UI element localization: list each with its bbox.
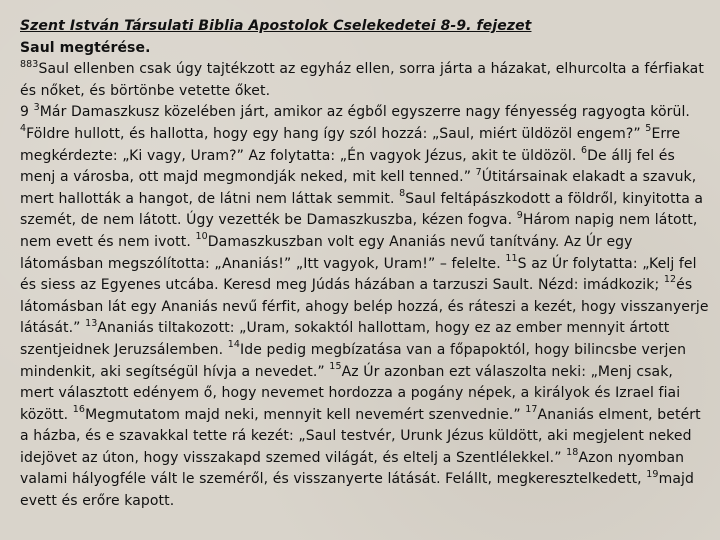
verse-text: Földre hullott, és hallotta, hogy egy hang így szól hozzá: „Saul, miért üldözöl engem?” xyxy=(26,125,646,142)
verse-text: Az Úr azonban ezt válaszolta neki: „Menj csak, mert választott edényem ő, hogy nevemet hordozza a pogány népek, a királyok és Izrael fiai között. xyxy=(20,363,681,423)
verse-number: 83 xyxy=(26,58,39,70)
verse-text: Megmutatom majd neki, mennyit kell nevemért szenvednie.” xyxy=(85,406,526,423)
verse-number: 7 xyxy=(475,166,482,178)
verse-text: Azon nyomban valami hályogféle vált le szeméről, és visszanyerte látását. Felállt, megkeresztelkedett, xyxy=(20,449,685,488)
document-page xyxy=(20,16,710,513)
verse-text: Erre megkérdezte: „Ki vagy, Uram?” Az folytatta: „Én vagyok Jézus, akit te üldözöl. xyxy=(20,125,681,164)
section-heading: Saul megtérése. xyxy=(20,39,151,56)
document-title: Szent István Társulati Biblia Apostolok Cselekedetei 8-9. fejezet xyxy=(20,18,532,34)
verse-number: 12 xyxy=(663,274,677,286)
verse-number: 15 xyxy=(329,360,342,372)
verse-number: 10 xyxy=(195,231,208,243)
verse-text: S az Úr folytatta: „Kelj fel és siess az Egyenes utcába. Keresd meg Júdás házában a tarzuszi Sault. Nézd: imádkozik; xyxy=(20,255,697,294)
verse-text: Már Damaszkusz közelében járt, amikor az égből egyszerre nagy fényesség ragyogta körül. xyxy=(39,104,690,121)
verse-number: 9 xyxy=(516,209,523,221)
verse-text: Ananiás tiltakozott: „Uram, sokaktól hallottam, hogy ez az ember mennyit ártott szentjeidnek Jeruzsálemben. xyxy=(20,320,670,358)
verse-number: 16 xyxy=(72,404,86,416)
verse-number: 6 xyxy=(581,144,588,156)
verse-number: 17 xyxy=(525,404,538,416)
verse-number: 18 xyxy=(566,447,579,459)
verse-text: Damaszkuszban volt egy Ananiás nevű tanítvány. Az Úr egy látomásban megszólította: „Ananiás!” „Itt vagyok, Uram!” – felelte. xyxy=(20,233,633,272)
verse-number: 11 xyxy=(505,252,518,264)
verse-number: 19 xyxy=(646,468,659,480)
verse-text: Ide pedig megbízatása van a főpapoktól, hogy bilincsbe verjen mindenkit, aki segítségül hívja a nevedet.” xyxy=(20,341,687,380)
verse-number: 5 xyxy=(645,123,652,135)
verse-number: 14 xyxy=(227,339,241,351)
verse-number: 8 xyxy=(20,58,27,70)
verse-text: Három napig nem látott, nem evett és nem ivott. xyxy=(20,212,698,250)
verse-text: De állj fel és menj a városba, ott majd megmondják neked, mit kell tenned.” xyxy=(20,147,675,186)
verse-number: 8 xyxy=(399,188,406,200)
verse-text: és látomásban lát egy Ananiás nevű férfit, ahogy belép hozzá, és ráteszi a kezét, hogy visszanyerje látását.” xyxy=(20,277,709,337)
verse-text: Saul ellenben csak úgy tajtékzott az egyház ellen, sorra járta a házakat, elhurcolta a férfiakat és nőket, és börtönbe vetette őket. xyxy=(20,61,704,99)
verse-text: Saul feltápászkodott a földről, kinyitotta a szemét, de nem látott. Úgy vezették be Damaszkuszba, kézen fogva. xyxy=(20,190,704,229)
verse-number: 13 xyxy=(85,317,98,329)
verse-number: 3 xyxy=(33,101,40,113)
scripture-body xyxy=(20,59,710,512)
verse-text: 9 xyxy=(20,104,34,121)
verse-text: Útitársainak elakadt a szavuk, mert hallották a hangot, de látni nem láttak semmit. xyxy=(20,169,697,207)
verse-text: Ananiás elment, betért a házba, és e szavakkal tette rá kezét: „Saul testvér, Urunk Jézus küldött, aki megjelent neked idejövet az úton, hogy visszakapd szemed világát, és eltelj a Szentlélekkel.” xyxy=(20,406,701,466)
verse-text: majd evett és erőre kapott. xyxy=(20,471,694,510)
verse-number: 4 xyxy=(20,123,27,135)
